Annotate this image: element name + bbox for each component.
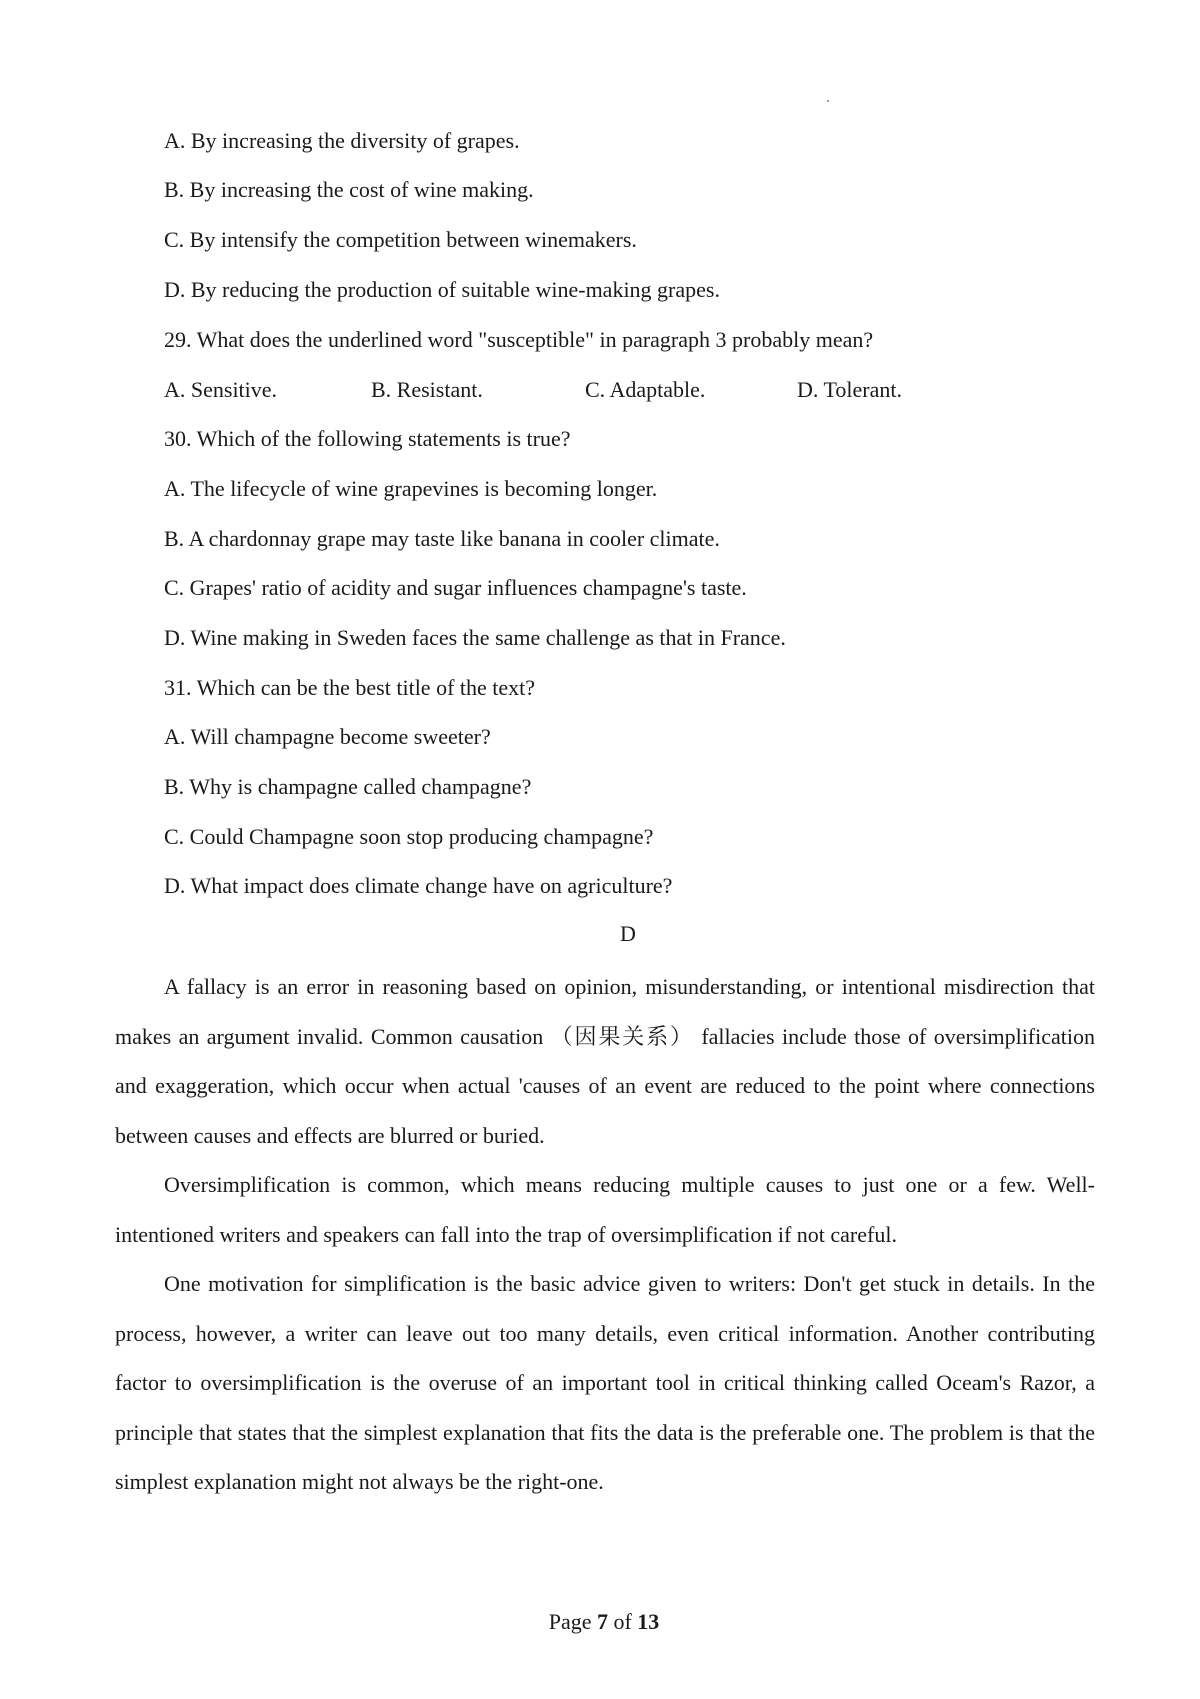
q29-stem: 29. What does the underlined word "susceptible" in paragraph 3 probably mean? bbox=[164, 327, 874, 352]
q30-option-c: C. Grapes' ratio of acidity and sugar influences champagne's taste. bbox=[164, 575, 747, 600]
q28-option-b: B. By increasing the cost of wine making. bbox=[164, 177, 534, 202]
speck-mark bbox=[827, 100, 829, 102]
q28-option-a: A. By increasing the diversity of grapes. bbox=[164, 128, 520, 153]
q29-option-b: B. Resistant. bbox=[371, 377, 483, 402]
q29-option-a: A. Sensitive. bbox=[164, 377, 278, 402]
q31-option-c: C. Could Champagne soon stop producing champagne? bbox=[164, 824, 654, 849]
passage-paragraph-2: Oversimplification is common, which means reducing multiple causes to just one or a few. Well-intentioned writers and speakers can fall into the trap of oversimplification if not careful. bbox=[115, 1172, 1095, 1247]
q30-option-a: A. The lifecycle of wine grapevines is becoming longer. bbox=[164, 476, 658, 501]
passage-paragraph-1: A fallacy is an error in reasoning based on opinion, misunderstanding, or intentional misdirection that makes an argument invalid. Common causation （因果关系） fallacies include those of oversimplification and exaggeration, which occur when actual 'causes of an event are reduced to the point where connections between causes and effects are blurred or buried. bbox=[115, 974, 1095, 1148]
q31-option-d: D. What impact does climate change have on agriculture? bbox=[164, 873, 673, 898]
page-label: Page bbox=[548, 1609, 597, 1634]
section-heading: D bbox=[620, 921, 636, 946]
q31-option-a: A. Will champagne become sweeter? bbox=[164, 724, 491, 749]
q30-option-d: D. Wine making in Sweden faces the same challenge as that in France. bbox=[164, 625, 786, 650]
q30-option-b: B. A chardonnay grape may taste like banana in cooler climate. bbox=[164, 526, 720, 551]
q29-option-c: C. Adaptable. bbox=[585, 377, 706, 402]
q28-option-d: D. By reducing the production of suitable wine-making grapes. bbox=[164, 277, 720, 302]
q30-stem: 30. Which of the following statements is true? bbox=[164, 426, 571, 451]
q28-option-c: C. By intensify the competition between winemakers. bbox=[164, 227, 637, 252]
page-number bbox=[0, 1609, 1200, 1635]
q31-stem: 31. Which can be the best title of the text? bbox=[164, 675, 536, 700]
page-of-label: of bbox=[607, 1609, 638, 1634]
current-page-number: 7 bbox=[596, 1609, 608, 1634]
q29-option-d: D. Tolerant. bbox=[797, 377, 902, 402]
q31-option-b: B. Why is champagne called champagne? bbox=[164, 774, 532, 799]
passage-paragraph-3: One motivation for simplification is the basic advice given to writers: Don't get stuck in details. In the process, however, a writer can leave out too many details, even critical information. Another contributing factor to oversimplification is the overuse of an important tool in critical thinking called Oceam's Razor, a principle that states that the simplest explanation that fits the data is the preferable one. The problem is that the simplest explanation might not always be the right-one. bbox=[115, 1271, 1095, 1495]
total-pages-number: 13 bbox=[637, 1609, 660, 1634]
